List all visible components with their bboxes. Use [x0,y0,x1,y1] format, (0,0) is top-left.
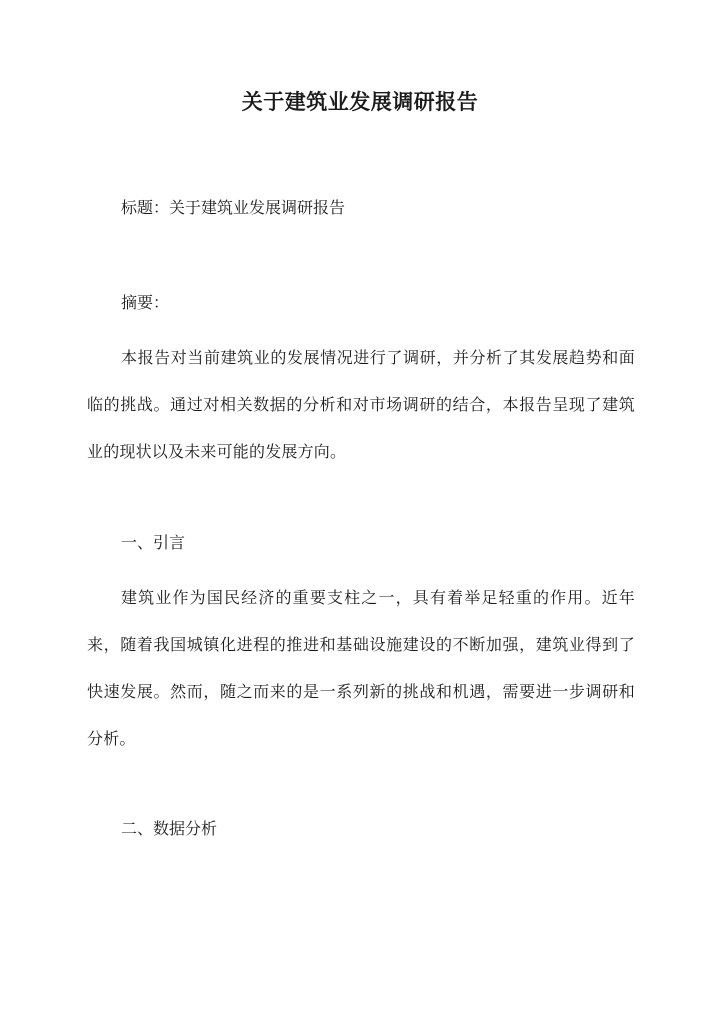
abstract-heading: 摘要： [121,293,170,312]
abstract-paragraph: 本报告对当前建筑业的发展情况进行了调研，并分析了其发展趋势和面临的挑战。通过对相关数据的分析和对市场调研的结合，本报告呈现了建筑业的现状以及未来可能的发展方向。 [87,348,635,461]
introduction-paragraph: 建筑业作为国民经济的重要支柱之一，具有着举足轻重的作用。近年来，随着我国城镇化进程的推进和基础设施建设的不断加强，建筑业得到了快速发展。然而，随之而来的是一系列新的挑战和机遇，需要进一步调研和分析。 [87,588,635,748]
section-heading-introduction: 一、引言 [121,533,186,552]
subtitle-line: 标题：关于建筑业发展调研报告 [121,198,346,217]
document-title: 关于建筑业发展调研报告 [241,89,479,114]
section-heading-data-analysis: 二、数据分析 [121,819,218,838]
